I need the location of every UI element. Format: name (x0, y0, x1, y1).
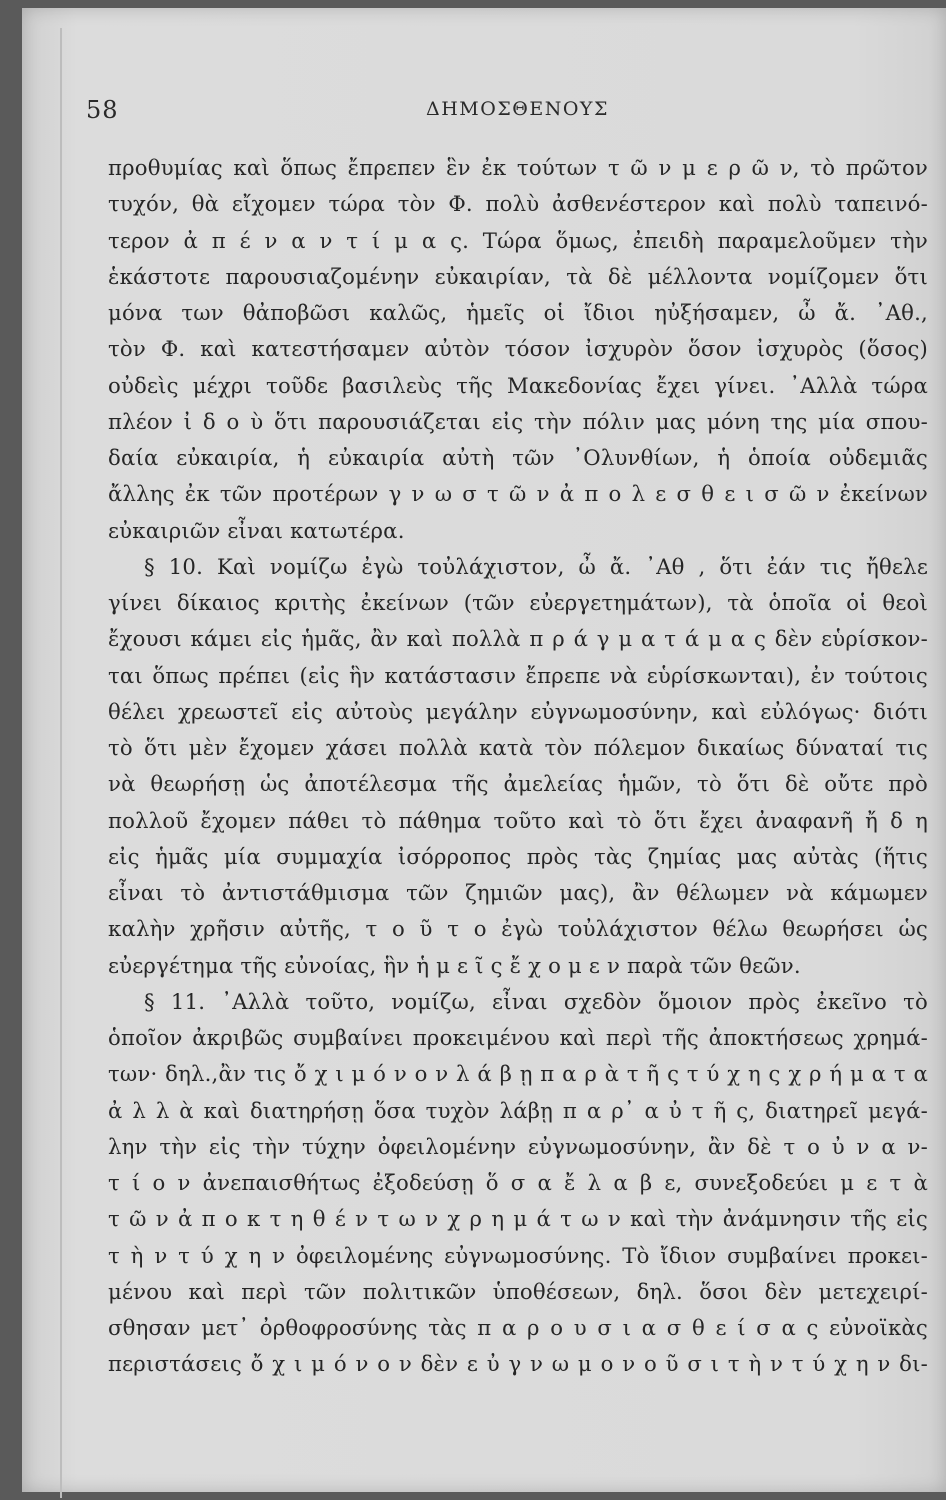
text-line: πλέον ἰ δ ο ὺ ὅτι παρουσιάζεται εἰς τὴν πόλιν μας μόνη της μία σπου- (108, 408, 928, 434)
text-line: ἔχουσι κάμει εἰς ἡμᾶς, ἂν καὶ πολλὰ π ρ ά γ μ α τ ά μ α ς δὲν εὑρίσκον- (108, 626, 928, 652)
text-line: καλὴν χρῆσιν αὐτῆς, τ ο ῦ τ ο ἐγὼ τοὐλάχιστον θέλω θεωρήσει ὡς (108, 916, 928, 942)
page-number: 58 (86, 96, 119, 124)
text-line: ὁποῖον ἀκριβῶς συμβαίνει προκειμένου καὶ περὶ τῆς ἀποκτήσεως χρημά- (108, 1025, 928, 1050)
page-gutter-edge (60, 28, 62, 1498)
text-line: ται ὅπως πρέπει (εἰς ἣν κατάστασιν ἔπρεπε νὰ εὑρίσκωνται), ἐν τούτοις (108, 662, 928, 688)
text-line: προθυμίας καὶ ὅπως ἔπρεπεν ἓν ἐκ τούτων τ ῶ ν μ ε ρ ῶ ν, τὸ πρῶτον (108, 155, 928, 180)
text-line: ἀ λ λ ὰ καὶ διατηρήσῃ ὅσα τυχὸν λάβῃ π α ρ᾿ α ὐ τ ῆ ς, διατηρεῖ μεγά- (108, 1097, 928, 1123)
text-line: εὐεργέτημα τῆς εὐνοίας, ἣν ἡ μ ε ῖ ς ἔ χ ο μ ε ν παρὰ τῶν θεῶν. (108, 952, 801, 978)
text-line: τ ί ο ν ἀνεπαισθήτως ἐξοδεύσῃ ὅ σ α ἔ λ α β ε, συνεξοδεύει μ ε τ ὰ (108, 1170, 928, 1195)
text-line: θέλει χρεωστεῖ εἰς αὐτοὺς μεγάλην εὐγνωμοσύνην, καὶ εὐλόγως· διότι (108, 698, 928, 724)
text-line: τὸν Φ. καὶ κατεστήσαμεν αὐτὸν τόσον ἰσχυρὸν ὅσον ἰσχυρὸς (ὅσος) (108, 336, 928, 362)
page-header (86, 96, 906, 126)
text-line: σθησαν μετ᾿ ὀρθοφροσύνης τὰς π α ρ ο υ σ ι α σ θ ε ί σ α ς εὐνοϊκὰς (108, 1315, 928, 1340)
text-line: τὸ ὅτι μὲν ἔχομεν χάσει πολλὰ κατὰ τὸν πόλεμον δικαίως δύναταί τις (108, 735, 928, 760)
text-line: δαία εὐκαιρία, ἡ εὐκαιρία αὐτὴ τῶν ᾿Ολυνθίων, ἡ ὁποία οὐδεμιᾶς (108, 445, 928, 470)
text-line: γίνει δίκαιος κριτὴς ἐκείνων (τῶν εὐεργετημάτων), τὰ ὁποῖα οἱ θεοὶ (108, 590, 928, 615)
body-text (108, 150, 928, 1383)
text-line: τερον ἀ π έ ν α ν τ ί μ α ς. Τώρα ὅμως, ἐπειδὴ παραμελοῦμεν τὴν (108, 227, 928, 253)
text-line: τ ὴ ν τ ύ χ η ν ὀφειλομένης εὐγνωμοσύνης. Τὸ ἴδιον συμβαίνει προκει- (108, 1242, 928, 1268)
text-line: τ ῶ ν ἀ π ο κ τ η θ έ ν τ ω ν χ ρ η μ ά τ ω ν καὶ τὴν ἀνάμνησιν τῆς εἰς (108, 1206, 928, 1232)
text-line: μένου καὶ περὶ τῶν πολιτικῶν ὑποθέσεων, δηλ. ὅσοι δὲν μετεχειρί- (108, 1278, 928, 1304)
text-line: ἄλλης ἐκ τῶν προτέρων γ ν ω σ τ ῶ ν ἀ π ο λ ε σ θ ε ι σ ῶ ν ἐκείνων (108, 481, 928, 507)
text-line: νὰ θεωρήσῃ ὡς ἀποτέλεσμα τῆς ἀμελείας ἡμῶν, τὸ ὅτι δὲ οὔτε πρὸ (108, 771, 928, 797)
paragraph-start-line: § 11. ᾿Αλλὰ τοῦτο, νομίζω, εἶναι σχεδὸν ὅμοιον πρὸς ἐκεῖνο τὸ (144, 988, 928, 1014)
running-head: ΔΗΜΟΣΘΕΝΟΥΣ (426, 98, 609, 120)
paragraph-start-line: § 10. Καὶ νομίζω ἐγὼ τοὐλάχιστον, ὦ ἄ. ᾿Αθ , ὅτι ἐάν τις ἤθελε (144, 553, 928, 579)
text-line: ἑκάστοτε παρουσιαζομένην εὐκαιρίαν, τὰ δὲ μέλλοντα νομίζομεν ὅτι (108, 263, 928, 289)
text-line: εἰς ἡμᾶς μία συμμαχία ἰσόρροπος πρὸς τὰς ζημίας μας αὐτὰς (ἥτις (108, 843, 928, 869)
text-line: περιστάσεις ὄ χ ι μ ό ν ο ν δὲν ε ὐ γ ν ω μ ο ν ο ῦ σ ι τ ὴ ν τ ύ χ η ν δι- (108, 1351, 928, 1377)
text-line: λην τὴν εἰς τὴν τύχην ὀφειλομένην εὐγνωμοσύνην, ἂν δὲ τ ο ὐ ν α ν- (108, 1133, 928, 1159)
text-line: μόνα των θἀποβῶσι καλῶς, ἡμεῖς οἱ ἴδιοι ηὐξήσαμεν, ὦ ἄ. ᾿Αθ., (108, 300, 928, 325)
text-line: εὐκαιριῶν εἶναι κατωτέρα. (108, 517, 405, 543)
text-line: πολλοῦ ἔχομεν πάθει τὸ πάθημα τοῦτο καὶ τὸ ὅτι ἔχει ἀναφανῆ ἤ δ η (108, 807, 928, 833)
text-line: των· δηλ.,ἂν τις ὄ χ ι μ ό ν ο ν λ ά β ῃ π α ρ ὰ τ ῆ ς τ ύ χ η ς χ ρ ή μ α τ α (108, 1061, 928, 1087)
text-line: εἶναι τὸ ἀντιστάθμισμα τῶν ζημιῶν μας), ἂν θέλωμεν νὰ κάμωμεν (108, 880, 928, 905)
text-line: οὐδεὶς μέχρι τοῦδε βασιλεὺς τῆς Μακεδονίας ἔχει γίνει. ᾿Αλλὰ τώρα (108, 372, 928, 398)
text-line: τυχόν, θὰ εἴχομεν τώρα τὸν Φ. πολὺ ἀσθενέστερον καὶ πολὺ ταπεινό- (108, 191, 928, 217)
